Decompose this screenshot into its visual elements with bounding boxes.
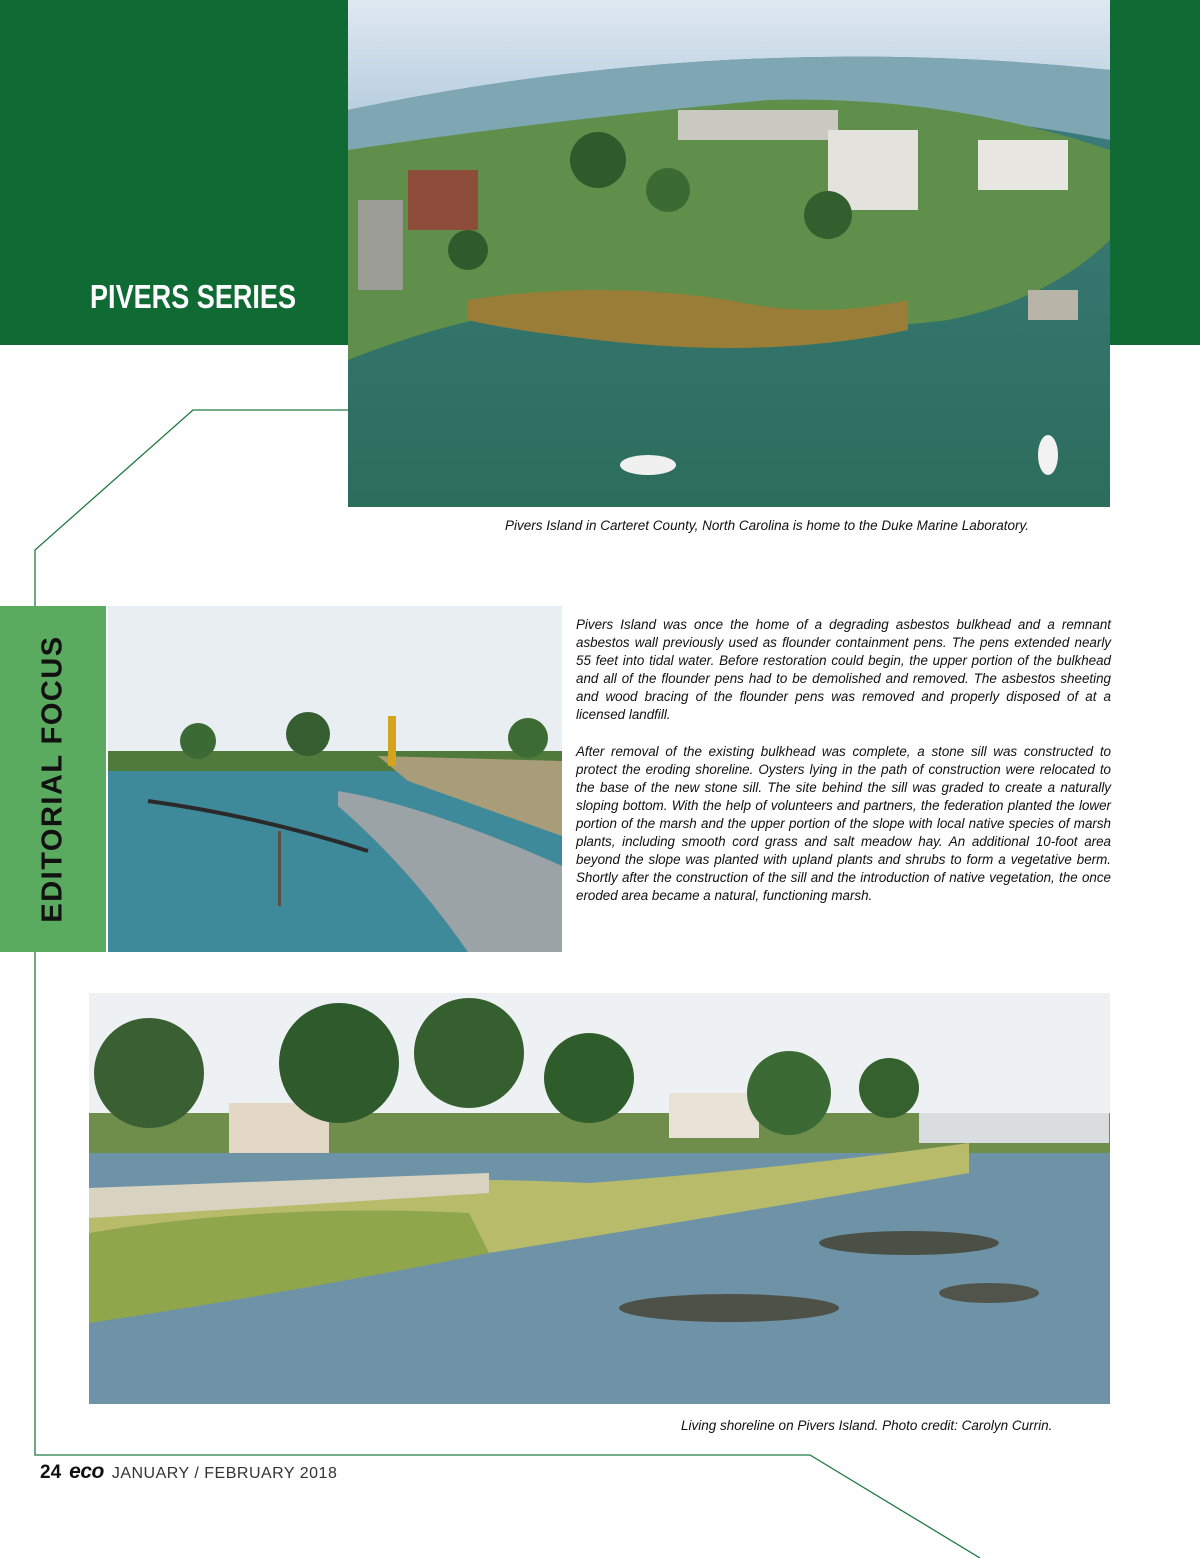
article-paragraph: Pivers Island was once the home of a degrading asbestos bulkhead and a remnant asbestos wall previously used as flounder containment pens. The pens extended nearly 55 feet into tidal water. Before restoration could begin, the upper portion of the bulkhead and all of the flounder pens had to be demolished and removed. The asbestos sheeting and wood bracing of the flounder pens was removed and properly disposed of at a licensed landfill. xyxy=(576,617,1111,723)
page-number: 24 xyxy=(40,1462,62,1483)
issue-date: JANUARY / FEBRUARY 2018 xyxy=(111,1465,338,1482)
article-body xyxy=(576,616,1111,923)
stone-sill-photo xyxy=(108,606,562,952)
side-tab-label: EDITORIAL FOCUS xyxy=(36,635,69,923)
shoreline-photo-caption: Living shoreline on Pivers Island. Photo credit: Carolyn Currin. xyxy=(681,1418,1053,1433)
aerial-photo-caption: Pivers Island in Carteret County, North Carolina is home to the Duke Marine Laboratory. xyxy=(505,518,1029,533)
eco-logo: eco xyxy=(69,1460,104,1483)
article-paragraph: After removal of the existing bulkhead was complete, a stone sill was constructed to protect the eroding shoreline. Oysters lying in the path of construction were relocated to the base of the new stone sill. The site behind the sill was graded to create a naturally sloping bottom. With the help of volunteers and partners, the federation planted the lower portion of the marsh and the upper portion of the slope with local native species of marsh plants, including smooth cord grass and salt meadow hay. An additional 10-foot area beyond the slope was planted with upland plants and shrubs to form a vegetative berm. Shortly after the construction of the sill and the introduction of native vegetation, the once eroded area became a natural, functioning marsh. xyxy=(576,743,1111,904)
shoreline-photo xyxy=(89,993,1110,1404)
page-folio xyxy=(40,1460,337,1484)
series-title: PIVERS SERIES xyxy=(90,278,297,315)
aerial-photo xyxy=(348,0,1110,507)
